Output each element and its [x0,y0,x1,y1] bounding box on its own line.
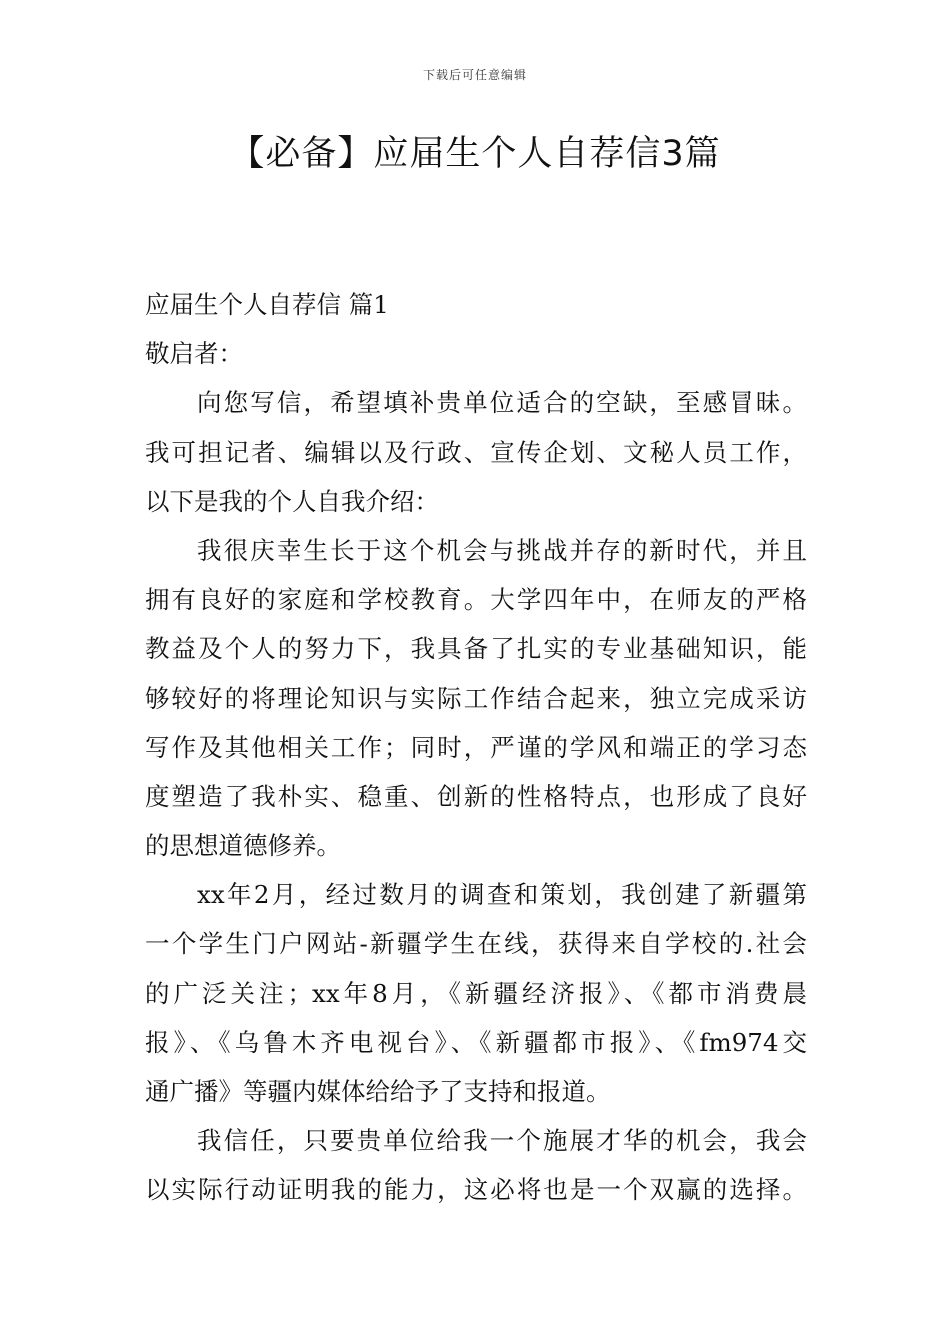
paragraph-3-line-5: 通广播》等疆内媒体给给予了支持和报道。 [145,1077,611,1106]
section-heading: 应届生个人自荐信 篇1 [145,290,389,319]
paragraph-3-line-3: 的广泛关注；xx年8月，《新疆经济报》、《都市消费晨 [145,978,807,1008]
paragraph-3-line-1: xx年2月，经过数月的调查和策划，我创建了新疆第 [197,880,807,910]
paragraph-3-line-2: 一个学生门户网站-新疆学生在线，获得来自学校的.社会 [145,929,807,959]
paragraph-4-line-2: 以实际行动证明我的能力，这必将也是一个双赢的选择。 [145,1175,807,1205]
paragraph-1-line-2: 我可担记者、编辑以及行政、宣传企划、文秘人员工作， [145,437,807,467]
paragraph-2-line-3: 教益及个人的努力下，我具备了扎实的专业基础知识，能 [145,634,807,664]
paragraph-2-line-2: 拥有良好的家庭和学校教育。大学四年中，在师友的严格 [145,585,807,615]
header-note: 下载后可任意编辑 [422,68,527,82]
paragraph-2-line-4: 够较好的将理论知识与实际工作结合起来，独立完成采访 [145,683,807,713]
paragraph-2-line-1: 我很庆幸生长于这个机会与挑战并存的新时代，并且 [197,535,807,565]
paragraph-3-line-4: 报》、《乌鲁木齐电视台》、《新疆都市报》、《fm974交 [145,1027,807,1057]
paragraph-4-line-1: 我信任，只要贵单位给我一个施展才华的机会，我会 [197,1126,807,1156]
paragraph-2-line-6: 度塑造了我朴实、稳重、创新的性格特点，也形成了良好 [145,781,807,811]
document-title: 【必备】应届生个人自荐信3篇 [229,134,721,174]
paragraph-2-line-7: 的思想道德修养。 [145,831,341,861]
letter-body [145,280,807,1215]
paragraph-1-line-3: 以下是我的个人自我介绍： [145,486,439,516]
paragraph-1-line-1: 向您写信，希望填补贵单位适合的空缺，至感冒昧。 [197,388,807,418]
paragraph-2-line-5: 写作及其他相关工作；同时，严谨的学风和端正的学习态 [145,732,807,762]
salutation: 敬启者： [145,339,243,369]
